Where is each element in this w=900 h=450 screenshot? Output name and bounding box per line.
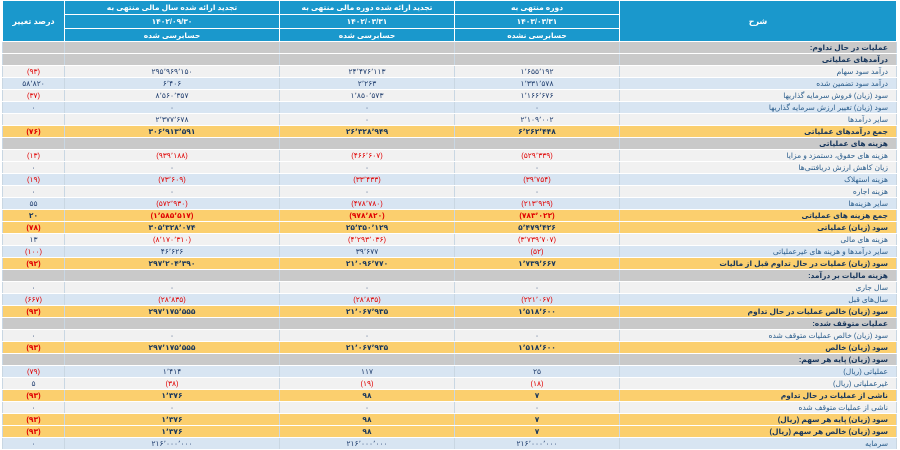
table-row	[3, 342, 897, 354]
percent-change: ۰	[3, 186, 65, 198]
value-current-period: (۳۹٬۷۵۴)	[455, 174, 620, 186]
percent-change: (۷۹)	[3, 366, 65, 378]
value-restated-period	[280, 318, 455, 330]
value-restated-year: ۱٬۳۷۶	[65, 414, 280, 426]
value-restated-period: ۱٬۸۵۰٬۵۷۳	[280, 90, 455, 102]
value-restated-period: ۲۱٬۰۶۷٬۹۳۵	[280, 342, 455, 354]
value-current-period: ۷	[455, 414, 620, 426]
value-restated-period: ۲٬۲۶۳	[280, 78, 455, 90]
table-header	[3, 1, 897, 42]
value-current-period: ۱٬۱۶۶٬۶۷۶	[455, 90, 620, 102]
value-current-period: ۷	[455, 390, 620, 402]
value-restated-year: ۲۹۷٬۱۷۵٬۵۵۵	[65, 306, 280, 318]
row-label: سود (زیان) خالص عملیات متوقف شده	[620, 330, 897, 342]
value-restated-period	[280, 138, 455, 150]
value-current-period: (۲۲۱٬۰۶۷)	[455, 294, 620, 306]
row-label: ناشی از عملیات متوقف شده	[620, 402, 897, 414]
table-row	[3, 90, 897, 102]
table-row	[3, 138, 897, 150]
table-row	[3, 402, 897, 414]
row-label: غیرعملیاتی (ریال)	[620, 378, 897, 390]
value-current-period: ۰	[455, 102, 620, 114]
restated-period-date: ۱۴۰۲/۰۳/۳۱	[280, 15, 455, 29]
table-row	[3, 426, 897, 438]
value-current-period: ۱٬۶۵۵٬۱۹۲	[455, 66, 620, 78]
value-restated-year	[65, 354, 280, 366]
value-restated-year: ۰	[65, 282, 280, 294]
percent-change	[3, 318, 65, 330]
table-row	[3, 282, 897, 294]
value-restated-period: ۰	[280, 330, 455, 342]
percent-change: ۰	[3, 282, 65, 294]
value-restated-year: (۷۳٬۶۰۹)	[65, 174, 280, 186]
restated-period-audit-status: حسابرسی شده	[280, 29, 455, 42]
table-row	[3, 162, 897, 174]
row-label: ناشی از عملیات در حال تداوم	[620, 390, 897, 402]
value-current-period: ۷	[455, 426, 620, 438]
row-label: عملیات متوقف شده:	[620, 318, 897, 330]
value-restated-period: ۹۸	[280, 426, 455, 438]
row-label: سود (زیان) عملیاتی	[620, 222, 897, 234]
value-current-period	[455, 42, 620, 54]
percent-change: ۱۳	[3, 234, 65, 246]
value-current-period	[455, 270, 620, 282]
value-restated-year: (۹۳۹٬۱۸۸)	[65, 150, 280, 162]
value-restated-period: ۰	[280, 402, 455, 414]
table-row	[3, 186, 897, 198]
value-current-period	[455, 54, 620, 66]
value-current-period: (۱۸)	[455, 378, 620, 390]
percent-change: (۹۳)	[3, 66, 65, 78]
percent-change: (۱۰۰)	[3, 246, 65, 258]
value-current-period: ۰	[455, 282, 620, 294]
value-restated-period: ۰	[280, 186, 455, 198]
table-row	[3, 234, 897, 246]
value-restated-period	[280, 42, 455, 54]
value-restated-period: ۹۸	[280, 414, 455, 426]
value-restated-year: ۱٬۳۷۶	[65, 426, 280, 438]
percent-change: (۳۷)	[3, 90, 65, 102]
row-label: هزینه های مالی	[620, 234, 897, 246]
percent-change: ۰	[3, 102, 65, 114]
percent-change: (۹۳)	[3, 306, 65, 318]
table-row	[3, 270, 897, 282]
value-current-period: ۱٬۷۳۹٬۶۶۷	[455, 258, 620, 270]
value-current-period: ۱٬۵۱۸٬۶۰۰	[455, 306, 620, 318]
value-current-period: ۰	[455, 330, 620, 342]
column-header-current-period-title: دوره منتهی به	[455, 1, 620, 15]
table-row	[3, 102, 897, 114]
table-row	[3, 318, 897, 330]
row-label: هزینه های عملیاتی	[620, 138, 897, 150]
percent-change: (۹۳)	[3, 414, 65, 426]
table-row	[3, 42, 897, 54]
value-restated-year: ۲۹۷٬۱۷۵٬۵۵۵	[65, 342, 280, 354]
value-restated-year	[65, 138, 280, 150]
percent-change: (۹۳)	[3, 390, 65, 402]
value-restated-year: ۴۶٬۶۲۶	[65, 246, 280, 258]
value-restated-period: (۱۹)	[280, 378, 455, 390]
percent-change: (۹۳)	[3, 426, 65, 438]
percent-change: ۰	[3, 402, 65, 414]
value-current-period	[455, 354, 620, 366]
value-restated-period	[280, 354, 455, 366]
percent-change: ۰	[3, 438, 65, 450]
column-header-percent-change: درصد تغییر	[3, 1, 65, 42]
income-statement-table	[2, 0, 897, 450]
percent-change	[3, 270, 65, 282]
value-restated-year: ۳۰۵٬۳۲۸٬۰۷۴	[65, 222, 280, 234]
value-restated-year	[65, 42, 280, 54]
row-label: هزینه مالیات بر درآمد:	[620, 270, 897, 282]
row-label: هزینه استهلاک	[620, 174, 897, 186]
row-label: سال‌های قبل	[620, 294, 897, 306]
value-restated-period: (۴٬۲۹۳٬۰۳۶)	[280, 234, 455, 246]
value-current-period: ۲۵	[455, 366, 620, 378]
value-restated-year: ۰	[65, 330, 280, 342]
value-restated-period: ۲۶٬۳۲۸٬۹۴۹	[280, 126, 455, 138]
table-row	[3, 378, 897, 390]
value-current-period: ۰	[455, 402, 620, 414]
row-label: سایر درآمدها و هزینه های غیرعملیاتی	[620, 246, 897, 258]
value-restated-year: ۲٬۳۷۷٬۶۷۸	[65, 114, 280, 126]
table-row	[3, 438, 897, 450]
value-restated-year: (۲۸٬۸۳۵)	[65, 294, 280, 306]
value-current-period: ۰	[455, 186, 620, 198]
table-row	[3, 330, 897, 342]
row-label: سایر درآمدها	[620, 114, 897, 126]
column-header-restated-year-title: تجدید ارائه شده سال مالی منتهی به	[65, 1, 280, 15]
row-label: سال جاری	[620, 282, 897, 294]
row-label: سرمایه	[620, 438, 897, 450]
value-restated-period: (۳۳٬۴۳۳)	[280, 174, 455, 186]
value-restated-period: ۰	[280, 282, 455, 294]
current-period-audit-status: حسابرسی نشده	[455, 29, 620, 42]
value-restated-period: ۲۱٬۰۶۷٬۹۳۵	[280, 306, 455, 318]
row-label: سود (زیان) خالص هر سهم (ریال)	[620, 426, 897, 438]
table-row	[3, 258, 897, 270]
table-row	[3, 354, 897, 366]
value-restated-period: ۹۸	[280, 390, 455, 402]
table-row	[3, 126, 897, 138]
row-label: درآمد سود سهام	[620, 66, 897, 78]
value-restated-year: ۰	[65, 102, 280, 114]
row-label: عملیاتی (ریال)	[620, 366, 897, 378]
value-current-period: ۶٬۲۶۲٬۴۴۸	[455, 126, 620, 138]
row-label: درآمد سود تضمین شده	[620, 78, 897, 90]
value-current-period: ۲۱۶٬۰۰۰٬۰۰۰	[455, 438, 620, 450]
table-row	[3, 294, 897, 306]
percent-change	[3, 42, 65, 54]
table-row	[3, 150, 897, 162]
value-restated-year	[65, 270, 280, 282]
row-label: عملیات در حال تداوم:	[620, 42, 897, 54]
table-body	[3, 42, 897, 450]
value-current-period: (۵۲)	[455, 246, 620, 258]
percent-change: ۵۵	[3, 198, 65, 210]
value-current-period: ۲٬۱۰۹٬۰۰۲	[455, 114, 620, 126]
percent-change: ۲۰	[3, 210, 65, 222]
value-restated-period: ۰	[280, 162, 455, 174]
table-row	[3, 366, 897, 378]
value-restated-year: ۱٬۴۱۴	[65, 366, 280, 378]
value-current-period: (۷۸۳٬۰۲۲)	[455, 210, 620, 222]
value-restated-year	[65, 54, 280, 66]
value-restated-period: ۲۱٬۰۹۶٬۷۷۰	[280, 258, 455, 270]
percent-change: (۹۳)	[3, 342, 65, 354]
value-restated-period: ۲۵٬۳۵۰٬۱۲۹	[280, 222, 455, 234]
row-label: سود (زیان) عملیات در حال تداوم قبل از مالیات	[620, 258, 897, 270]
value-current-period: ۰	[455, 162, 620, 174]
row-label: زیان کاهش ارزش دریافتنی‌ها	[620, 162, 897, 174]
percent-change: (۶۶۷)	[3, 294, 65, 306]
percent-change	[3, 354, 65, 366]
percent-change	[3, 114, 65, 126]
percent-change	[3, 54, 65, 66]
column-header-description: شرح	[620, 1, 897, 42]
row-label: سود (زیان) تغییر ارزش سرمایه گذاریها	[620, 102, 897, 114]
row-label: سود (زیان) فروش سرمایه گذاریها	[620, 90, 897, 102]
row-label: درآمدهای عملیاتی	[620, 54, 897, 66]
value-restated-period	[280, 54, 455, 66]
row-label: سود (زیان) خالص عملیات در حال تداوم	[620, 306, 897, 318]
row-label: سایر هزینه‌ها	[620, 198, 897, 210]
value-current-period: ۵٬۴۷۹٬۴۲۶	[455, 222, 620, 234]
restated-year-audit-status: حسابرسی شده	[65, 29, 280, 42]
value-current-period: ۱٬۵۱۸٬۶۰۰	[455, 342, 620, 354]
percent-change: ۰	[3, 330, 65, 342]
percent-change: ۵۸٬۸۲۰	[3, 78, 65, 90]
value-restated-year: (۱٬۵۸۵٬۵۱۷)	[65, 210, 280, 222]
value-restated-period: (۲۸٬۸۳۵)	[280, 294, 455, 306]
value-restated-period: ۲۴٬۴۷۶٬۱۱۳	[280, 66, 455, 78]
value-restated-period: (۴۶۶٬۶۰۷)	[280, 150, 455, 162]
value-restated-period: ۰	[280, 114, 455, 126]
table-row	[3, 210, 897, 222]
current-period-date: ۱۴۰۳/۰۳/۳۱	[455, 15, 620, 29]
table-row	[3, 246, 897, 258]
value-current-period: (۲۱۳٬۹۲۹)	[455, 198, 620, 210]
value-restated-year: ۲۹۷٬۲۰۴٬۳۹۰	[65, 258, 280, 270]
value-restated-year: (۳۸)	[65, 378, 280, 390]
value-restated-year	[65, 318, 280, 330]
percent-change: (۱۹)	[3, 174, 65, 186]
table-row	[3, 78, 897, 90]
value-current-period: (۵۲۹٬۳۳۹)	[455, 150, 620, 162]
restated-year-date: ۱۴۰۲/۰۹/۳۰	[65, 15, 280, 29]
value-current-period	[455, 318, 620, 330]
percent-change: ۰	[3, 162, 65, 174]
table-row	[3, 222, 897, 234]
percent-change: (۹۲)	[3, 258, 65, 270]
row-label: هزینه اجاره	[620, 186, 897, 198]
percent-change: (۷۶)	[3, 126, 65, 138]
value-restated-period: (۴۷۸٬۷۸۰)	[280, 198, 455, 210]
row-label: هزینه های حقوق، دستمزد و مزایا	[620, 150, 897, 162]
row-label: سود (زیان) پایه هر سهم:	[620, 354, 897, 366]
value-restated-year: ۱٬۳۷۶	[65, 390, 280, 402]
value-restated-year: ۸٬۵۶۰٬۳۵۷	[65, 90, 280, 102]
row-label: سود (زیان) خالص	[620, 342, 897, 354]
value-restated-year: (۵۷۲٬۹۳۰)	[65, 198, 280, 210]
percent-change	[3, 138, 65, 150]
value-restated-year: ۲۱۶٬۰۰۰٬۰۰۰	[65, 438, 280, 450]
value-restated-period: ۰	[280, 102, 455, 114]
table-row	[3, 414, 897, 426]
table-row	[3, 114, 897, 126]
row-label: سود (زیان) پایه هر سهم (ریال)	[620, 414, 897, 426]
table-row	[3, 198, 897, 210]
value-restated-year: ۰	[65, 402, 280, 414]
value-current-period	[455, 138, 620, 150]
percent-change: ۵	[3, 378, 65, 390]
value-current-period: ۱٬۳۳۱٬۵۷۸	[455, 78, 620, 90]
value-restated-period: ۳۹٬۶۷۷	[280, 246, 455, 258]
value-restated-year: ۰	[65, 186, 280, 198]
row-label: جمع هزینه های عملیاتی	[620, 210, 897, 222]
value-restated-year: ۳۰۶٬۹۱۳٬۵۹۱	[65, 126, 280, 138]
value-restated-period: (۹۷۸٬۸۲۰)	[280, 210, 455, 222]
value-restated-period: ۲۱۶٬۰۰۰٬۰۰۰	[280, 438, 455, 450]
value-current-period: (۳٬۷۳۹٬۷۰۷)	[455, 234, 620, 246]
table-row	[3, 390, 897, 402]
value-restated-year: ۲۹۵٬۹۶۹٬۱۵۰	[65, 66, 280, 78]
table-row	[3, 54, 897, 66]
value-restated-period	[280, 270, 455, 282]
value-restated-year: ۶٬۴۰۶	[65, 78, 280, 90]
value-restated-period: ۱۱۷	[280, 366, 455, 378]
table-row	[3, 306, 897, 318]
column-header-restated-period-title: تجدید ارائه شده دوره مالی منتهی به	[280, 1, 455, 15]
percent-change: (۱۳)	[3, 150, 65, 162]
table-row	[3, 66, 897, 78]
percent-change: (۷۸)	[3, 222, 65, 234]
row-label: جمع درآمدهای عملیاتی	[620, 126, 897, 138]
value-restated-year: (۸٬۱۷۰٬۳۱۰)	[65, 234, 280, 246]
value-restated-year: ۰	[65, 162, 280, 174]
table-row	[3, 174, 897, 186]
